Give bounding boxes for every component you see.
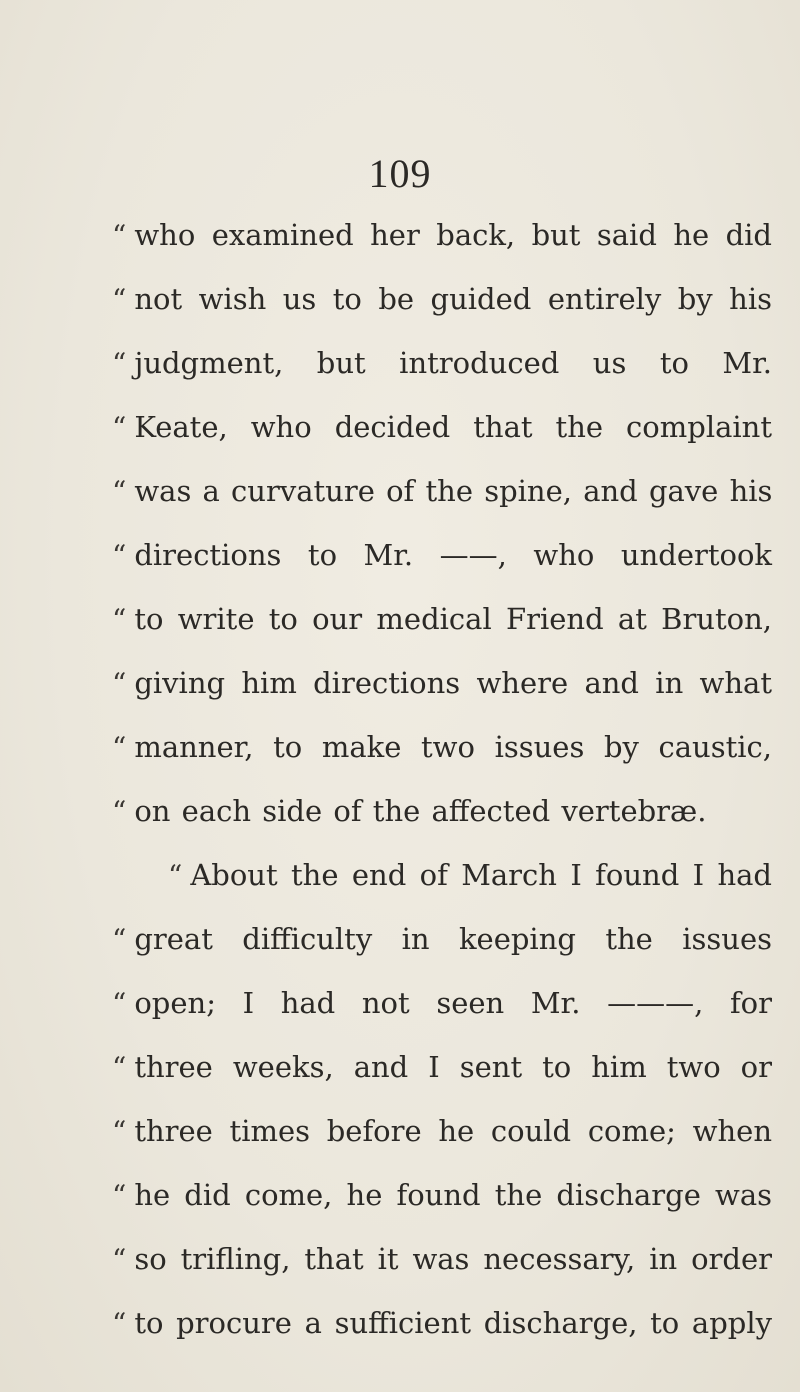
line-text: he did come, he found the discharge was bbox=[134, 1178, 772, 1212]
line-text: was a curvature of the spine, and gave his bbox=[134, 474, 773, 508]
text-line bbox=[168, 858, 772, 892]
quote-mark: “ bbox=[112, 347, 127, 380]
line-text: three weeks, and I sent to him two or bbox=[134, 1050, 772, 1084]
text-line bbox=[112, 1114, 772, 1148]
line-text: to write to our medical Friend at Bruton, bbox=[134, 602, 772, 636]
line-text: giving him directions where and in what bbox=[134, 666, 772, 700]
quote-mark: “ bbox=[112, 667, 127, 700]
quote-mark: “ bbox=[112, 219, 127, 252]
line-text: to procure a sufficient discharge, to apply bbox=[134, 1306, 772, 1340]
text-line bbox=[112, 730, 772, 764]
text-line bbox=[112, 602, 772, 636]
quote-mark: “ bbox=[112, 1051, 127, 1084]
text-line bbox=[112, 346, 772, 380]
quote-mark: “ bbox=[112, 539, 127, 572]
text-line bbox=[112, 986, 772, 1020]
line-text: manner, to make two issues by caustic, bbox=[134, 730, 772, 764]
line-text: Keate, who decided that the complaint bbox=[134, 410, 772, 444]
line-text: open; I had not seen Mr. ———, for bbox=[134, 986, 772, 1020]
quote-mark: “ bbox=[112, 1307, 127, 1340]
line-text: judgment, but introduced us to Mr. bbox=[134, 346, 772, 380]
quote-mark: “ bbox=[112, 411, 127, 444]
quote-mark: “ bbox=[112, 603, 127, 636]
quote-mark: “ bbox=[112, 475, 127, 508]
text-line bbox=[112, 474, 772, 508]
text-line bbox=[112, 1178, 772, 1212]
text-line bbox=[112, 218, 772, 252]
quote-mark: “ bbox=[112, 731, 127, 764]
line-text: About the end of March I found I had bbox=[190, 858, 772, 892]
page-number: 109 bbox=[368, 151, 432, 196]
quote-mark: “ bbox=[112, 1243, 127, 1276]
text-line bbox=[112, 538, 772, 572]
quote-mark: “ bbox=[112, 1115, 127, 1148]
text-line bbox=[112, 922, 772, 956]
quote-mark: “ bbox=[112, 923, 127, 956]
quote-mark: “ bbox=[112, 1179, 127, 1212]
line-text: not wish us to be guided entirely by his bbox=[134, 282, 772, 316]
quote-mark: “ bbox=[112, 987, 127, 1020]
quote-mark: “ bbox=[112, 795, 127, 828]
quote-mark: “ bbox=[112, 283, 127, 316]
text-line bbox=[112, 282, 772, 316]
text-line bbox=[112, 1050, 772, 1084]
line-text: on each side of the affected vertebræ. bbox=[134, 794, 707, 828]
line-text: great difficulty in keeping the issues bbox=[134, 922, 772, 956]
text-line bbox=[112, 410, 772, 444]
line-text: three times before he could come; when bbox=[134, 1114, 772, 1148]
line-text: so trifling, that it was necessary, in order bbox=[134, 1242, 772, 1276]
text-line bbox=[112, 666, 772, 700]
line-text: directions to Mr. ——, who undertook bbox=[134, 538, 772, 572]
text-line bbox=[112, 794, 707, 828]
text-line bbox=[112, 1242, 772, 1276]
quote-mark: “ bbox=[168, 859, 183, 892]
line-text: who examined her back, but said he did bbox=[134, 218, 772, 252]
text-line bbox=[112, 1306, 772, 1340]
